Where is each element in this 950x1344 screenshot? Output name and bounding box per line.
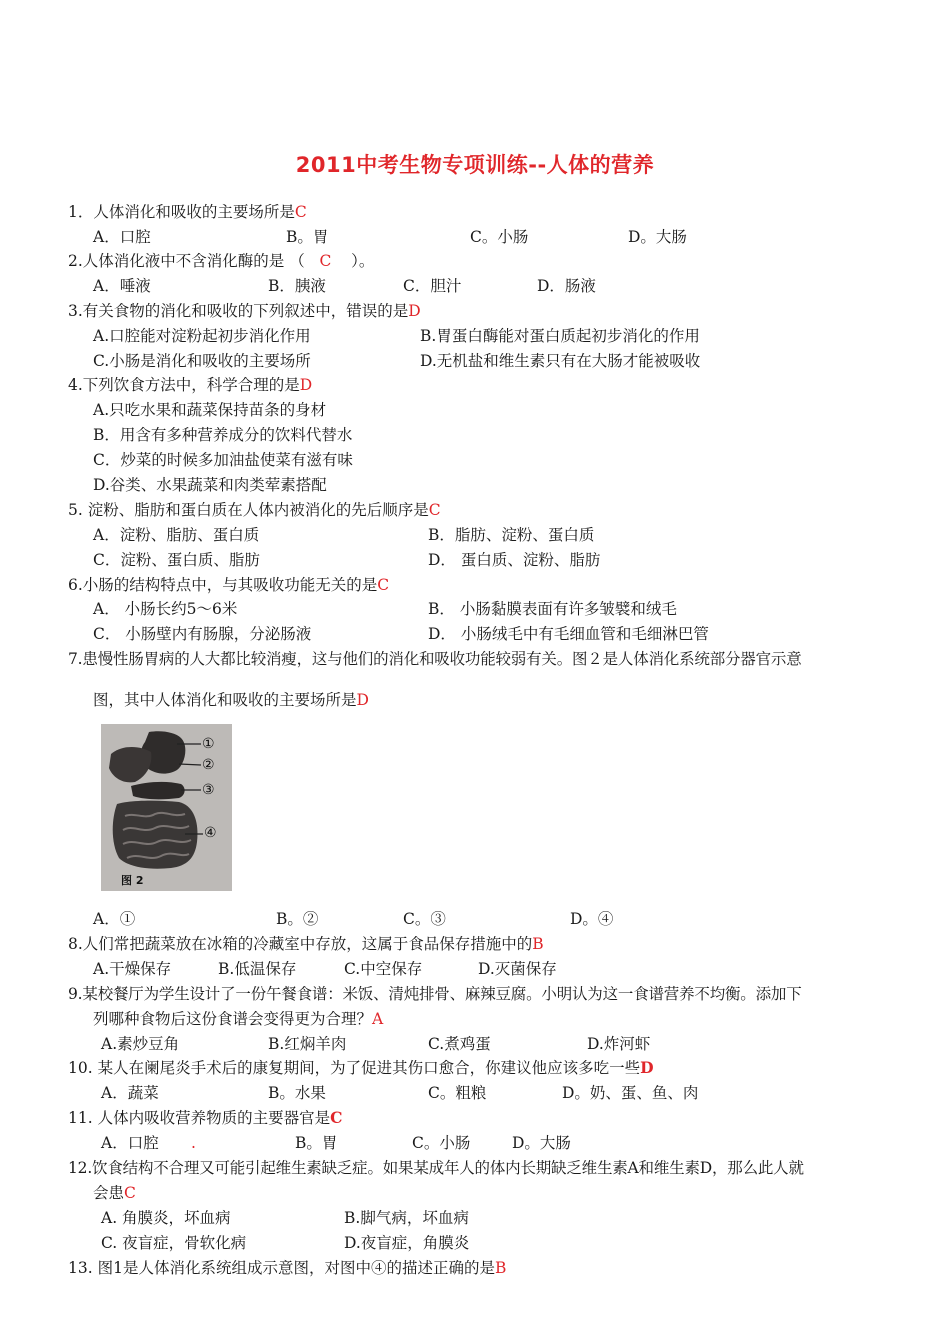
answer-7: D [356, 691, 369, 709]
answer-11: C [330, 1108, 343, 1127]
question-5-stem: 5. 淀粉、脂肪和蛋白质在人体内被消化的先后顺序是C [68, 501, 441, 519]
option-1c: C。小肠 [470, 228, 529, 246]
question-12-stem-cont: 会患C [93, 1184, 136, 1202]
option-5a: A．淀粉、脂肪、蛋白质 [93, 526, 260, 544]
answer-8: B [532, 935, 544, 953]
option-2c: C．胆汁 [403, 277, 462, 295]
stray-mark: . [191, 1134, 196, 1152]
option-1b: B。胃 [286, 228, 329, 246]
option-11d: D。大肠 [512, 1134, 571, 1152]
answer-9: A [372, 1010, 384, 1028]
question-9-stem-cont: 列哪种食物后这份食谱会变得更为合理？A [93, 1010, 384, 1028]
option-11c: C。小肠 [412, 1134, 471, 1152]
option-2d: D．肠液 [537, 277, 596, 295]
option-6c: C． 小肠壁内有肠腺，分泌肠液 [93, 625, 312, 643]
option-3c: C.小肠是消化和吸收的主要场所 [93, 352, 311, 370]
option-11a: A．口腔 [101, 1134, 159, 1152]
option-9d: D.炸河虾 [587, 1035, 651, 1053]
option-3a: A.口腔能对淀粉起初步消化作用 [93, 327, 311, 345]
option-10c: C。粗粮 [428, 1084, 487, 1102]
question-1-stem: 1．人体消化和吸收的主要场所是C [68, 203, 307, 221]
question-9-stem: 9.某校餐厅为学生设计了一份午餐食谱：米饭、清炖排骨、麻辣豆腐。小明认为这一食谱营养不均衡。添加下 [68, 985, 802, 1003]
question-13-stem: 13. 图1是人体消化系统组成示意图，对图中④的描述正确的是B [68, 1259, 507, 1277]
option-12b: B.脚气病，坏血病 [344, 1209, 469, 1227]
answer-13: B [494, 1259, 507, 1277]
option-4c: C．炒菜的时候多加油盐使菜有滋有味 [93, 451, 353, 469]
answer-5: C [428, 501, 441, 519]
question-8-stem: 8.人们常把蔬菜放在冰箱的冷藏室中存放，这属于食品保存措施中的B [68, 935, 544, 953]
answer-4: D [299, 376, 313, 394]
question-10-stem: 10. 某人在阑尾炎手术后的康复期间，为了促进其伤口愈合，你建议他应该多吃一些D [68, 1058, 654, 1077]
digestive-organs-figure [101, 724, 232, 891]
question-2-stem: 2.人体消化液中不含消化酶的是 （ C ）。 [68, 252, 375, 270]
option-7a: A．① [93, 910, 136, 928]
option-7c: C。③ [403, 910, 446, 928]
option-9b: B.红焖羊肉 [268, 1035, 347, 1053]
option-8d: D.灭菌保存 [478, 960, 557, 978]
option-5b: B．脂肪、淀粉、蛋白质 [428, 526, 595, 544]
option-6a: A． 小肠长约5～6米 [93, 600, 238, 618]
option-10b: B。水果 [268, 1084, 326, 1102]
question-7-stem-cont: 图，其中人体消化和吸收的主要场所是D [93, 691, 369, 709]
option-9a: A.素炒豆角 [101, 1035, 180, 1053]
option-12c: C. 夜盲症，骨软化病 [101, 1234, 247, 1252]
question-3-stem: 3.有关食物的消化和吸收的下列叙述中，错误的是D [68, 302, 421, 320]
question-11-stem: 11. 人体内吸收营养物质的主要器官是C [68, 1108, 343, 1127]
figure-label-1: ① [202, 736, 215, 752]
option-8a: A.干燥保存 [93, 960, 172, 978]
answer-10: D [640, 1058, 654, 1077]
question-6-stem: 6.小肠的结构特点中，与其吸收功能无关的是C [68, 576, 390, 594]
option-6b: B． 小肠黏膜表面有许多皱襞和绒毛 [428, 600, 677, 618]
option-1a: A．口腔 [93, 228, 151, 246]
option-7b: B。② [276, 910, 319, 928]
answer-12: C [124, 1184, 136, 1202]
option-8c: C.中空保存 [344, 960, 423, 978]
answer-1: C [294, 203, 307, 221]
option-8b: B.低温保存 [218, 960, 297, 978]
option-1d: D。大肠 [628, 228, 687, 246]
figure-label-4: ④ [204, 825, 217, 841]
figure-label-3: ③ [202, 782, 215, 798]
page-title: 2011中考生物专项训练--人体的营养 [295, 153, 655, 177]
option-6d: D． 小肠绒毛中有毛细血管和毛细淋巴管 [428, 625, 709, 643]
answer-6: C [377, 576, 390, 594]
option-10d: D。奶、蛋、鱼、肉 [562, 1084, 699, 1102]
question-7-stem: 7.患慢性肠胃病的人大都比较消瘦，这与他们的消化和吸收功能较弱有关。图２是人体消化系统部分器官示意 [68, 650, 802, 668]
option-12d: D.夜盲症，角膜炎 [344, 1234, 470, 1252]
option-7d: D。④ [570, 910, 614, 928]
option-2b: B．胰液 [268, 277, 326, 295]
option-4a: A.只吃水果和蔬菜保持苗条的身材 [93, 401, 327, 419]
option-5d: D． 蛋白质、淀粉、脂肪 [428, 551, 601, 569]
pancreas-shape [131, 782, 185, 799]
figure-label-2: ② [202, 757, 215, 773]
option-3b: B.胃蛋白酶能对蛋白质起初步消化的作用 [420, 327, 700, 345]
option-3d: D.无机盐和维生素只有在大肠才能被吸收 [420, 352, 701, 370]
option-4d: D.谷类、水果蔬菜和肉类荤素搭配 [93, 476, 327, 494]
figure-caption: 图 2 [121, 874, 144, 887]
option-9c: C.煮鸡蛋 [428, 1035, 491, 1053]
option-2a: A．唾液 [93, 277, 151, 295]
answer-2: C [319, 252, 332, 270]
option-11b: B。胃 [295, 1134, 338, 1152]
answer-3: D [408, 302, 421, 320]
option-10a: A．蔬菜 [101, 1084, 159, 1102]
option-12a: A. 角膜炎，坏血病 [101, 1209, 231, 1227]
option-4b: B．用含有多种营养成分的饮料代替水 [93, 426, 353, 444]
option-5c: C．淀粉、蛋白质、脂肪 [93, 551, 260, 569]
question-12-stem: 12.饮食结构不合理又可能引起维生素缺乏症。如果某成年人的体内长期缺乏维生素A和维生素D，那么此人就 [68, 1159, 804, 1177]
question-4-stem: 4.下列饮食方法中，科学合理的是D [68, 376, 313, 394]
